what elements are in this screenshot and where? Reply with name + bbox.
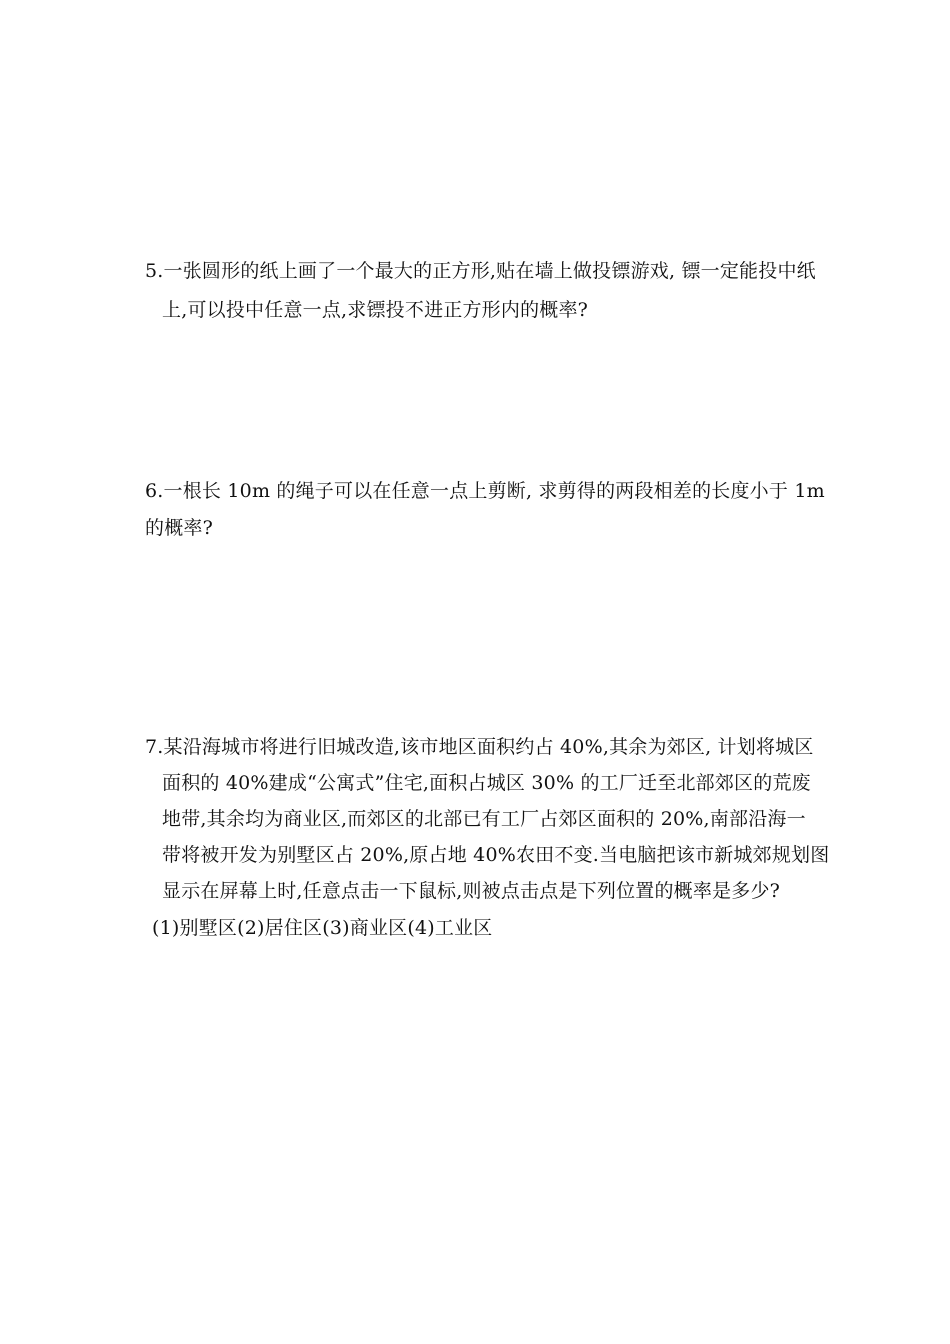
problem-6-line-2: 的概率? <box>145 517 213 539</box>
problem-7-line-1: 7.某沿海城市将进行旧城改造,该市地区面积约占 40%,其余为郊区, 计划将城区 <box>145 736 814 758</box>
problem-7-line-2: 面积的 40%建成“公寓式”住宅,面积占城区 30% 的工厂迁至北部郊区的荒废 <box>162 772 811 794</box>
problem-7-line-5: 显示在屏幕上时,任意点击一下鼠标,则被点击点是下列位置的概率是多少? <box>162 880 781 902</box>
problem-5-line-2: 上,可以投中任意一点,求镖投不进正方形内的概率? <box>162 299 589 321</box>
problem-6-line-1: 6.一根长 10m 的绳子可以在任意一点上剪断, 求剪得的两段相差的长度小于 1m <box>145 480 825 502</box>
problem-7-line-3: 地带,其余均为商业区,而郊区的北部已有工厂占郊区面积的 20%,南部沿海一 <box>162 808 806 830</box>
problem-7-subquestions: (1)别墅区(2)居住区(3)商业区(4)工业区 <box>152 917 493 939</box>
problem-5-line-1: 5.一张圆形的纸上画了一个最大的正方形,贴在墙上做投镖游戏, 镖一定能投中纸 <box>145 260 816 282</box>
problem-7-line-4: 带将被开发为别墅区占 20%,原占地 40%农田不变.当电脑把该市新城郊规划图 <box>162 844 830 866</box>
